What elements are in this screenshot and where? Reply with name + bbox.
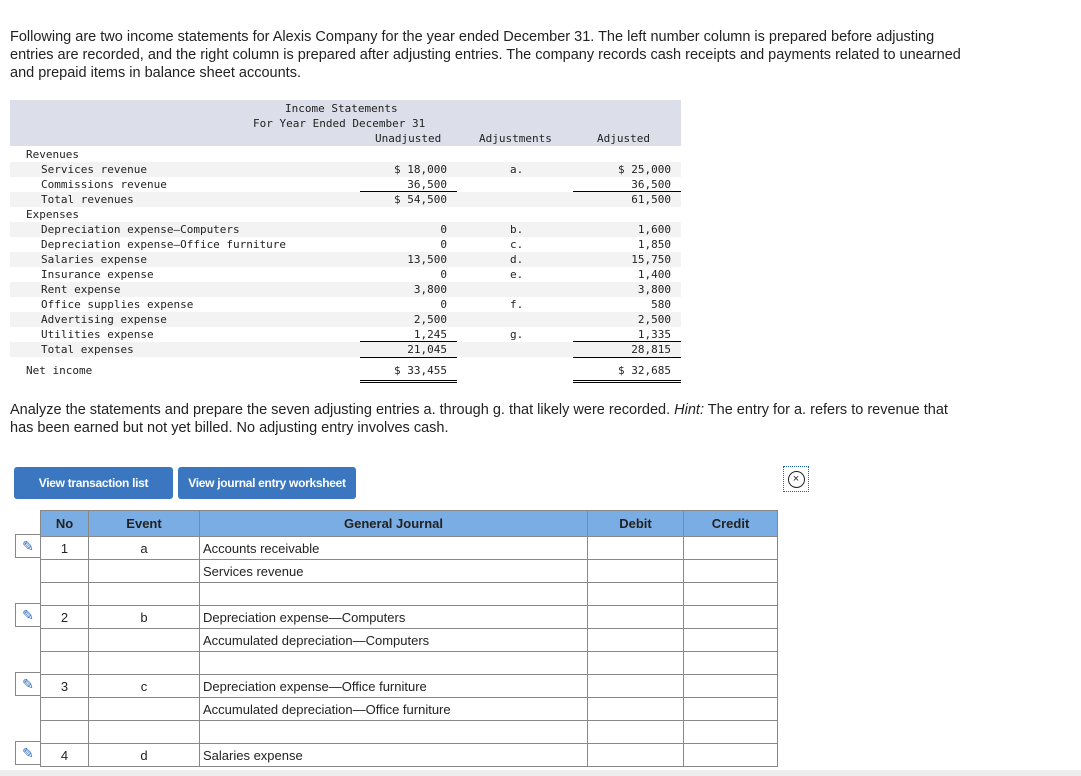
statement-row bbox=[10, 192, 681, 207]
table-row bbox=[41, 560, 778, 583]
statement-row bbox=[10, 327, 681, 342]
row-label: Total revenues bbox=[41, 193, 134, 206]
header-credit: Credit bbox=[684, 511, 778, 537]
row-label: Services revenue bbox=[41, 163, 147, 176]
table-row bbox=[41, 606, 778, 629]
unadjusted-value: 21,045 bbox=[407, 343, 447, 356]
entry-event: d bbox=[89, 744, 200, 767]
header-no: No bbox=[41, 511, 89, 537]
unadjusted-value: 0 bbox=[440, 238, 447, 251]
statement-subtitle: For Year Ended December 31 bbox=[253, 117, 426, 130]
instructions bbox=[10, 401, 970, 437]
hint-label: Hint: bbox=[674, 402, 704, 418]
account-cell[interactable]: Accounts receivable bbox=[200, 537, 588, 560]
adjustment-ref: b. bbox=[510, 223, 524, 236]
revenues-label: Revenues bbox=[26, 148, 79, 161]
header-general-journal: General Journal bbox=[200, 511, 588, 537]
debit-cell[interactable] bbox=[588, 652, 684, 675]
general-journal-table bbox=[40, 510, 778, 767]
statement-row bbox=[10, 312, 681, 327]
statement-row bbox=[10, 177, 681, 192]
edit-pencil-icon[interactable]: ✎ bbox=[15, 603, 40, 627]
statement-header bbox=[10, 100, 681, 146]
adjusted-value: 2,500 bbox=[637, 313, 671, 326]
adjusted-value: 15,750 bbox=[631, 253, 671, 266]
adjusted-value: 28,815 bbox=[631, 343, 671, 356]
row-label: Utilities expense bbox=[41, 328, 154, 341]
unadjusted-value: 0 bbox=[440, 223, 447, 236]
col-unadjusted: Unadjusted bbox=[375, 132, 442, 145]
view-journal-entry-worksheet-button[interactable]: View journal entry worksheet bbox=[178, 467, 356, 499]
net-income-label: Net income bbox=[26, 364, 93, 377]
close-icon: × bbox=[788, 471, 805, 488]
adjustment-ref: a. bbox=[510, 163, 524, 176]
debit-cell[interactable] bbox=[588, 583, 684, 606]
table-row bbox=[41, 698, 778, 721]
entry-event bbox=[89, 721, 200, 744]
view-transaction-list-button[interactable]: View transaction list bbox=[14, 467, 173, 499]
bottom-bar bbox=[0, 770, 1081, 776]
adjusted-value: 580 bbox=[651, 298, 671, 311]
adjusted-value: 1,850 bbox=[637, 238, 671, 251]
entry-event bbox=[89, 583, 200, 606]
unadjusted-value: 1,245 bbox=[413, 328, 447, 341]
table-row bbox=[41, 583, 778, 606]
statement-row bbox=[10, 342, 681, 357]
row-label: Depreciation expense—Office furniture bbox=[41, 238, 287, 251]
unadjusted-value: $ 54,500 bbox=[394, 193, 447, 206]
statement-title: Income Statements bbox=[285, 102, 398, 115]
adjustment-ref: c. bbox=[510, 238, 524, 251]
account-cell[interactable] bbox=[200, 583, 588, 606]
debit-cell[interactable] bbox=[588, 537, 684, 560]
debit-cell[interactable] bbox=[588, 606, 684, 629]
statement-row bbox=[10, 222, 681, 237]
col-adjustments: Adjustments bbox=[479, 132, 552, 145]
entry-no: 3 bbox=[41, 675, 89, 698]
credit-cell[interactable] bbox=[684, 560, 778, 583]
credit-cell[interactable] bbox=[684, 537, 778, 560]
entry-event: c bbox=[89, 675, 200, 698]
account-cell[interactable] bbox=[200, 652, 588, 675]
credit-cell[interactable] bbox=[684, 721, 778, 744]
header-debit: Debit bbox=[588, 511, 684, 537]
adjusted-value: 36,500 bbox=[631, 178, 671, 191]
entry-no: 2 bbox=[41, 606, 89, 629]
entry-no bbox=[41, 721, 89, 744]
credit-cell[interactable] bbox=[684, 583, 778, 606]
table-row bbox=[41, 629, 778, 652]
instructions-text: Analyze the statements and prepare the seven adjusting entries a. through g. that likely were recorded. bbox=[10, 402, 675, 418]
entry-no: 4 bbox=[41, 744, 89, 767]
close-button[interactable] bbox=[783, 466, 809, 492]
net-income-adjusted: $ 32,685 bbox=[618, 364, 671, 377]
adjusted-value: 1,335 bbox=[637, 328, 671, 341]
credit-cell[interactable] bbox=[684, 652, 778, 675]
entry-no bbox=[41, 560, 89, 583]
adjustment-ref: f. bbox=[510, 298, 524, 311]
debit-cell[interactable] bbox=[588, 629, 684, 652]
credit-cell[interactable] bbox=[684, 606, 778, 629]
row-label: Insurance expense bbox=[41, 268, 154, 281]
entry-no bbox=[41, 629, 89, 652]
table-row bbox=[41, 721, 778, 744]
entry-no bbox=[41, 652, 89, 675]
statement-row bbox=[10, 237, 681, 252]
row-label: Rent expense bbox=[41, 283, 121, 296]
row-label: Advertising expense bbox=[41, 313, 167, 326]
row-label: Commissions revenue bbox=[41, 178, 167, 191]
unadjusted-value: 3,800 bbox=[413, 283, 447, 296]
account-cell[interactable]: Depreciation expense—Office furniture bbox=[200, 675, 588, 698]
row-label: Salaries expense bbox=[41, 253, 147, 266]
account-cell[interactable] bbox=[200, 721, 588, 744]
col-adjusted: Adjusted bbox=[597, 132, 650, 145]
unadjusted-value: 0 bbox=[440, 268, 447, 281]
statement-row bbox=[10, 282, 681, 297]
unadjusted-value: $ 18,000 bbox=[394, 163, 447, 176]
entry-no bbox=[41, 698, 89, 721]
entry-event bbox=[89, 560, 200, 583]
row-label: Office supplies expense bbox=[41, 298, 194, 311]
adjustment-ref: d. bbox=[510, 253, 524, 266]
debit-cell[interactable] bbox=[588, 698, 684, 721]
entry-event: a bbox=[89, 537, 200, 560]
account-cell[interactable]: Depreciation expense—Computers bbox=[200, 606, 588, 629]
credit-cell[interactable] bbox=[684, 744, 778, 767]
statement-row bbox=[10, 162, 681, 177]
net-income-row bbox=[10, 363, 681, 378]
account-cell[interactable]: Services revenue bbox=[200, 560, 588, 583]
adjusted-value: 61,500 bbox=[631, 193, 671, 206]
adjusted-value: 1,600 bbox=[637, 223, 671, 236]
table-row bbox=[41, 537, 778, 560]
table-row bbox=[41, 744, 778, 767]
hint-text: The entry for a. refers to revenue that has been earned but not yet billed. No adjusting entry involves cash. bbox=[10, 402, 948, 436]
entry-no: 1 bbox=[41, 537, 89, 560]
entry-no bbox=[41, 583, 89, 606]
intro-text: Following are two income statements for Alexis Company for the year ended December 31. The left number column is prepared before adjusting entries are recorded, and the right column is prepared after adjusting entries. The company records cash receipts and payments related to unearned and prepaid items in balance sheet accounts. bbox=[10, 29, 961, 81]
adjustment-ref: g. bbox=[510, 328, 524, 341]
edit-pencil-icon[interactable]: ✎ bbox=[15, 534, 40, 558]
entry-event bbox=[89, 629, 200, 652]
income-statement bbox=[10, 100, 681, 378]
credit-cell[interactable] bbox=[684, 675, 778, 698]
entry-event bbox=[89, 652, 200, 675]
edit-pencil-icon[interactable]: ✎ bbox=[15, 741, 40, 765]
entry-event bbox=[89, 698, 200, 721]
account-cell[interactable]: Accumulated depreciation—Computers bbox=[200, 629, 588, 652]
credit-cell[interactable] bbox=[684, 629, 778, 652]
unadjusted-value: 0 bbox=[440, 298, 447, 311]
adjusted-value: 3,800 bbox=[637, 283, 671, 296]
debit-cell[interactable] bbox=[588, 560, 684, 583]
debit-cell[interactable] bbox=[588, 744, 684, 767]
statement-row bbox=[10, 267, 681, 282]
net-income-unadjusted: $ 33,455 bbox=[394, 364, 447, 377]
header-event: Event bbox=[89, 511, 200, 537]
unadjusted-value: 36,500 bbox=[407, 178, 447, 191]
table-row bbox=[41, 675, 778, 698]
adjusted-value: 1,400 bbox=[637, 268, 671, 281]
credit-cell[interactable] bbox=[684, 698, 778, 721]
edit-pencil-icon[interactable]: ✎ bbox=[15, 672, 40, 696]
account-cell[interactable]: Salaries expense bbox=[200, 744, 588, 767]
statement-row bbox=[10, 297, 681, 312]
account-cell[interactable]: Accumulated depreciation—Office furniture bbox=[200, 698, 588, 721]
statement-row bbox=[10, 252, 681, 267]
entry-event: b bbox=[89, 606, 200, 629]
adjusted-value: $ 25,000 bbox=[618, 163, 671, 176]
debit-cell[interactable] bbox=[588, 721, 684, 744]
adjustment-ref: e. bbox=[510, 268, 524, 281]
row-label: Total expenses bbox=[41, 343, 134, 356]
row-label: Depreciation expense—Computers bbox=[41, 223, 240, 236]
unadjusted-value: 2,500 bbox=[413, 313, 447, 326]
debit-cell[interactable] bbox=[588, 675, 684, 698]
table-row bbox=[41, 652, 778, 675]
expenses-label: Expenses bbox=[26, 208, 79, 221]
unadjusted-value: 13,500 bbox=[407, 253, 447, 266]
